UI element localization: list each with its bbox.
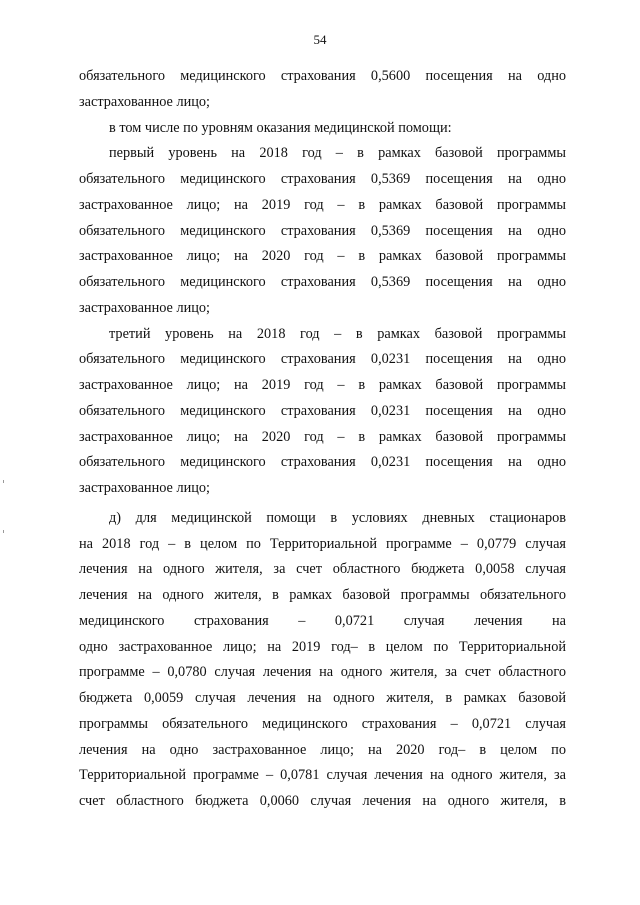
text-line: первый уровень на 2018 год – в рамках базовой программы: [109, 145, 566, 162]
text-line: обязательного медицинского страхования 0,5600 посещения на одно: [79, 68, 566, 84]
text-line: на 2018 год – в целом по Территориальной программе – 0,0779 случая: [79, 535, 566, 552]
document-body: [79, 64, 566, 815]
text-line: Территориальной программе – 0,0781 случая лечения на одного жителя, за: [79, 767, 566, 784]
text-line: счет областного бюджета 0,0060 случая лечения на одного жителя, в: [79, 793, 566, 809]
text-line: одно застрахованное лицо; на 2019 год– в целом по Территориальной: [79, 638, 566, 655]
text-line: программы обязательного медицинского страхования – 0,0721 случая: [79, 715, 566, 732]
text-line: застрахованное лицо;: [79, 299, 211, 316]
text-line: застрахованное лицо; на 2019 год – в рамках базовой программы: [79, 377, 566, 393]
text-line: лечения на одного жителя, за счет областного бюджета 0,0058 случая: [79, 561, 566, 578]
text-line: программе – 0,0780 случая лечения на одного жителя, за счет областного: [79, 664, 566, 681]
text-line: третий уровень на 2018 год – в рамках базовой программы: [109, 325, 566, 342]
page-number: 54: [313, 32, 327, 47]
text-line: лечения на одного жителя, в рамках базовой программы обязательного: [79, 587, 566, 603]
text-line: застрахованное лицо;: [79, 480, 211, 496]
text-line: бюджета 0,0059 случая лечения на одного жителя, в рамках базовой: [79, 690, 566, 706]
text-line: застрахованное лицо; на 2020 год – в рамках базовой программы: [79, 248, 566, 265]
text-line: обязательного медицинского страхования 0,0231 посещения на одно: [79, 402, 566, 419]
text-line: медицинского страхования – 0,0721 случая лечения на: [79, 612, 566, 629]
text-line: обязательного медицинского страхования 0,0231 посещения на одно: [79, 454, 566, 471]
margin-mark: [3, 530, 4, 533]
text-line: обязательного медицинского страхования 0,5369 посещения на одно: [79, 274, 566, 290]
text-line: обязательного медицинского страхования 0,5369 посещения на одно: [79, 222, 566, 239]
text-line: в том числе по уровням оказания медицинской помощи:: [109, 119, 452, 136]
text-line: застрахованное лицо; на 2019 год – в рамках базовой программы: [79, 196, 566, 213]
margin-mark: [3, 480, 4, 483]
text-line: обязательного медицинского страхования 0,5369 посещения на одно: [79, 171, 566, 187]
text-line: обязательного медицинского страхования 0,0231 посещения на одно: [79, 351, 566, 368]
text-line: застрахованное лицо;: [79, 93, 211, 110]
text-line: застрахованное лицо; на 2020 год – в рамках базовой программы: [79, 428, 566, 445]
text-line: лечения на одно застрахованное лицо; на 2020 год– в целом по: [79, 741, 566, 758]
text-line: д) для медицинской помощи в условиях дневных стационаров: [109, 509, 566, 526]
